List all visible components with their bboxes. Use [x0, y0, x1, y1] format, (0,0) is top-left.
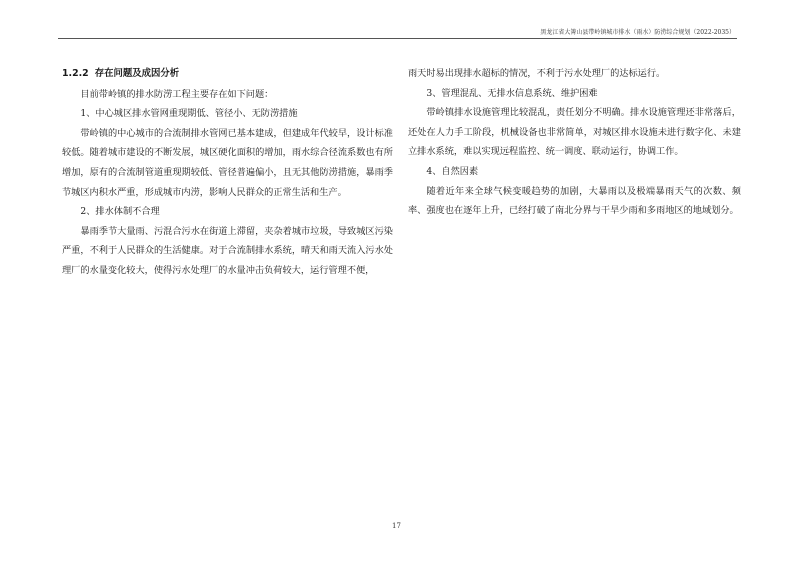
header-rule — [58, 38, 737, 39]
intro-paragraph: 目前带岭镇的排水防涝工程主要存在如下问题： — [80, 88, 274, 100]
paragraph-2: 暴雨季节大量雨、污混合污水在街道上滞留，夹杂着城市垃圾，导致城区污染严重，不利于人民群众的生活健康。对于合流制排水系统，晴天和雨天流入污水处理厂的水量变化较大，使得污水处理厂的水量冲击负荷较大，运行管理不便， — [62, 225, 393, 276]
paragraph-4: 随着近年来全球气候变暖趋势的加剧，大暴雨以及极端暴雨天气的次数、频率、强度也在逐年上升，已经打破了南北分界与干旱少雨和多雨地区的地域划分。 — [408, 185, 741, 217]
paragraph-2-continued: 雨天时易出现排水超标的情况，不利于污水处理厂的达标运行。 — [408, 68, 666, 79]
left-column — [62, 64, 393, 281]
subheading-1: 1、中心城区排水管网重现期低、管径小、无防涝措施 — [80, 108, 298, 120]
paragraph-3: 带岭镇排水设施管理比较混乱，责任划分不明确。排水设施管理还非常落后，还处在人力手工阶段，机械设备也非常简单，对城区排水设施未进行数字化、未建立排水系统，难以实现远程监控、统一调度、联动运行，协调工作。 — [408, 107, 741, 158]
section-heading — [62, 64, 393, 84]
running-header: 黑龙江省大箐山县带岭镇城市排水（雨水）防涝综合规划（2022-2035） — [540, 29, 735, 36]
section-title: 存在问题及成因分析 — [94, 68, 180, 79]
page-number: 17 — [392, 522, 401, 530]
subheading-4: 4、自然因素 — [426, 165, 479, 177]
right-column — [408, 64, 741, 221]
subheading-3: 3、管理混乱、无排水信息系统、维护困难 — [426, 87, 598, 99]
subheading-2: 2、排水体制不合理 — [80, 206, 160, 218]
paragraph-1: 带岭镇的中心城市的合流制排水管网已基本建成，但建成年代较早，设计标准较低。随着城市建设的不断发展，城区硬化面积的增加，雨水综合径流系数也有所增加，原有的合流制管道重现期较低、管径普遍偏小，且无其他防涝措施，暴雨季节城区内积水严重，形成城市内涝，影响人民群众的正常生活和生产。 — [62, 127, 393, 198]
section-number: 1.2.2 — [62, 68, 89, 79]
